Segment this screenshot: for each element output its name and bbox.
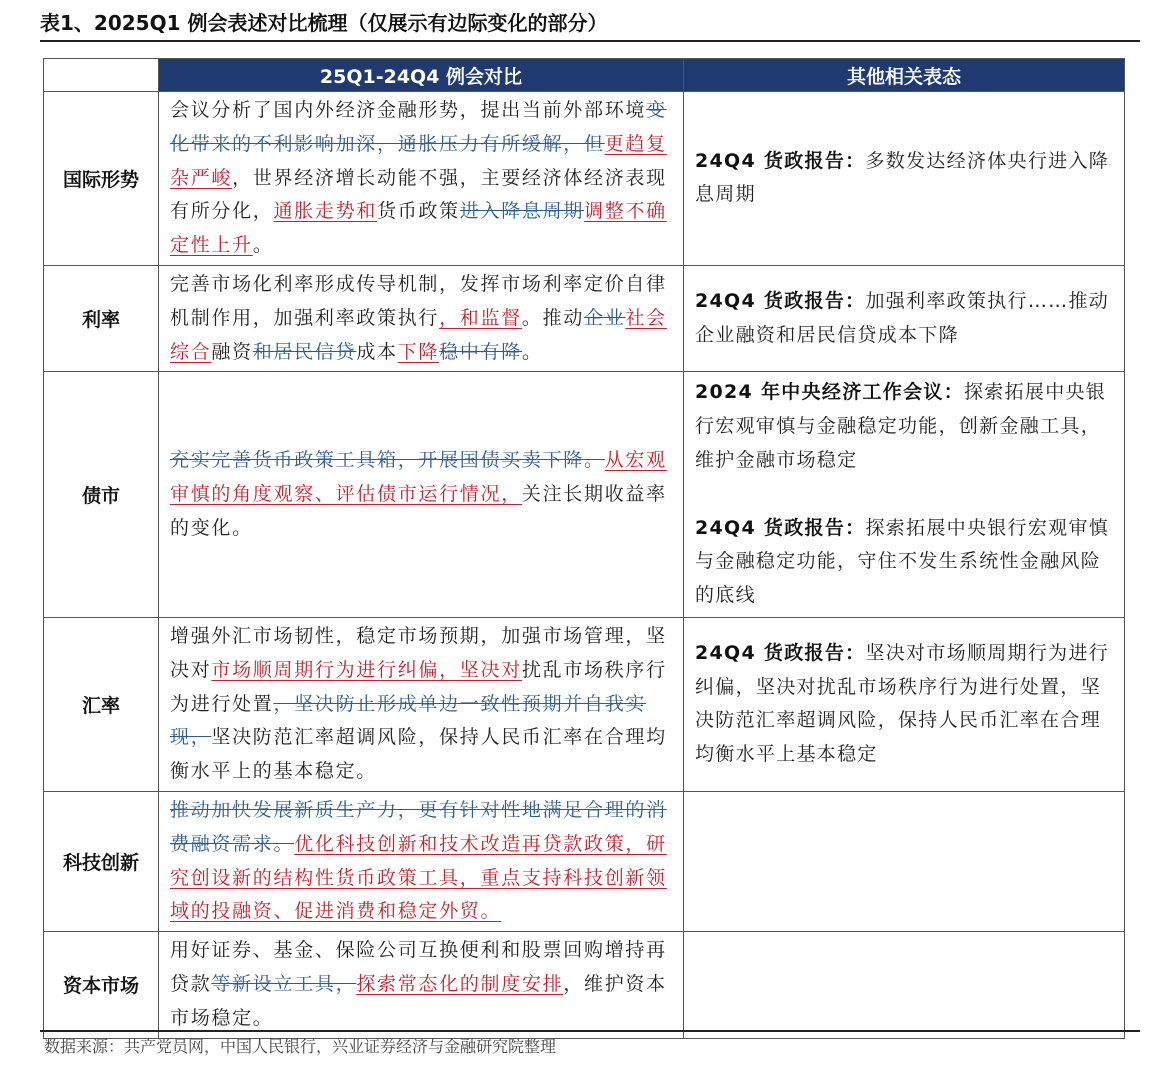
other-cell xyxy=(684,372,1125,618)
header-corner xyxy=(44,59,159,92)
unchanged-text: 会议分析了国内外经济金融形势，提出当前外部环境 xyxy=(170,99,647,121)
added-text: 优化科技创新和技术改造再贷款政策，研究创设新的结构性货币政策工具，重点支持科技创新领域的投融资、促进消费和稳定外贸。 xyxy=(170,832,667,923)
header-row xyxy=(44,59,1125,92)
added-text: 调整不确定性上升 xyxy=(170,200,667,257)
added-text: 社会综合 xyxy=(170,306,667,363)
unchanged-text: 货币政策 xyxy=(377,200,460,223)
deleted-text: 企业 xyxy=(584,306,626,329)
unchanged-text: 关注长期收益率的变化。 xyxy=(170,482,667,539)
category-cell: 资本市场 xyxy=(44,932,159,1038)
unchanged-text: 扰乱市场秩序行为进行处置 xyxy=(170,658,667,715)
compare-cell xyxy=(159,265,684,371)
compare-cell xyxy=(159,932,684,1038)
unchanged-text: 坚决防范汇率超调风险，保持人民币汇率在合理均衡水平上的基本稳定。 xyxy=(170,726,667,783)
added-text: 探索常态化的制度安排 xyxy=(356,972,564,995)
other-cell xyxy=(684,932,1125,1038)
added-text: 更趋复杂严峻 xyxy=(170,132,667,189)
deleted-text: 进入降息周期 xyxy=(459,200,585,223)
compare-cell xyxy=(159,791,684,931)
unchanged-text: 用好证券、基金、保险公司互换便利和股票回购增持再贷款 xyxy=(170,939,667,995)
category-cell: 利率 xyxy=(44,265,159,371)
added-text: 从宏观审慎的角度观察、评估债市运行情况， xyxy=(170,448,667,505)
statement-source-label: 24Q4 货政报告： xyxy=(695,289,866,312)
deleted-text: 充实完善货币政策工具箱，开展国债买卖下降。 xyxy=(170,448,605,471)
unchanged-text: 完善市场化利率形成传导机制，发挥市场利率定价自律机制作用，加强利率政策执行 xyxy=(170,272,667,329)
other-cell xyxy=(684,617,1125,791)
deleted-text: ，坚决防止形成单边一致性预期并自我实现， xyxy=(170,692,647,749)
other-cell xyxy=(684,92,1125,266)
related-statement xyxy=(695,376,1116,477)
statement-text: 加强利率政策执行……推动企业融资和居民信贷成本下降 xyxy=(695,289,1110,346)
statement-text: 多数发达经济体央行进入降息周期 xyxy=(695,149,1110,206)
statement-source-label: 2024 年中央经济工作会议： xyxy=(695,381,964,404)
other-cell xyxy=(684,265,1125,371)
data-source-note: 数据来源：共产党员网，中国人民银行，兴业证券经济与金融研究院整理 xyxy=(44,1037,557,1056)
related-statement xyxy=(695,145,1116,213)
compare-cell xyxy=(159,372,684,618)
added-text: 通胀走势和 xyxy=(273,200,378,223)
title-rule xyxy=(40,40,1140,42)
row-interest-rate xyxy=(44,265,1125,371)
related-statement xyxy=(695,637,1116,772)
unchanged-text: ，维护资本市场稳定。 xyxy=(170,972,667,1029)
category-cell: 科技创新 xyxy=(44,791,159,931)
row-tech-innovation xyxy=(44,791,1125,931)
compare-cell xyxy=(159,92,684,266)
compare-cell xyxy=(159,617,684,791)
deleted-text: 等新设立工具， xyxy=(211,972,357,995)
unchanged-text: 。推动 xyxy=(521,306,585,329)
added-text: 市场顺周期行为进行纠偏，坚决对 xyxy=(211,658,522,681)
deleted-text: 变化带来的不利影响加深，通胀压力有所缓解，但 xyxy=(170,99,667,155)
category-cell: 国际形势 xyxy=(44,92,159,266)
header-other: 其他相关表态 xyxy=(684,59,1125,92)
unchanged-text: ，世界经济增长动能不强，主要经济体经济表现有所分化， xyxy=(170,166,667,223)
statement-source-label: 24Q4 货政报告： xyxy=(695,149,866,172)
unchanged-text: 。 xyxy=(521,340,543,363)
category-cell: 汇率 xyxy=(44,617,159,791)
header-compare: 25Q1-24Q4 例会对比 xyxy=(159,59,684,92)
row-international xyxy=(44,92,1125,266)
unchanged-text: 成本 xyxy=(356,340,398,363)
row-bond-market xyxy=(44,372,1125,618)
unchanged-text: 融资 xyxy=(211,340,253,363)
table-title: 表1、2025Q1 例会表述对比梳理（仅展示有边际变化的部分） xyxy=(40,11,608,35)
other-cell xyxy=(684,791,1125,931)
comparison-table xyxy=(43,58,1125,1039)
unchanged-text: 。 xyxy=(252,234,274,257)
added-text: ，和监督 xyxy=(439,306,522,329)
statement-text: 探索拓展中央银行宏观审慎与金融稳定功能，创新金融工具，维护金融市场稳定 xyxy=(695,381,1107,471)
related-statement xyxy=(695,512,1116,613)
statement-source-label: 24Q4 货政报告： xyxy=(695,516,866,539)
row-capital-market xyxy=(44,932,1125,1038)
footer-rule xyxy=(40,1030,1140,1032)
category-cell: 债市 xyxy=(44,372,159,618)
unchanged-text: 增强外汇市场韧性，稳定市场预期，加强市场管理，坚决对 xyxy=(170,624,667,681)
statement-text: 探索拓展中央银行宏观审慎与金融稳定功能，守住不发生系统性金融风险的底线 xyxy=(695,516,1110,607)
deleted-text: 稳中有降 xyxy=(439,340,522,363)
statement-text: 坚决对市场顺周期行为进行纠偏，坚决对扰乱市场秩序行为进行处置，坚决防范汇率超调风险，保持人民币汇率在合理均衡水平上基本稳定 xyxy=(695,641,1110,766)
deleted-text: 推动加快发展新质生产力，更有针对性地满足合理的消费融资需求。 xyxy=(170,798,667,855)
statement-gap xyxy=(695,478,1116,512)
row-exchange-rate xyxy=(44,617,1125,791)
statement-source-label: 24Q4 货政报告： xyxy=(695,641,866,664)
related-statement xyxy=(695,285,1116,353)
added-text: 下降 xyxy=(397,340,440,363)
deleted-text: 和居民信贷 xyxy=(252,340,357,363)
